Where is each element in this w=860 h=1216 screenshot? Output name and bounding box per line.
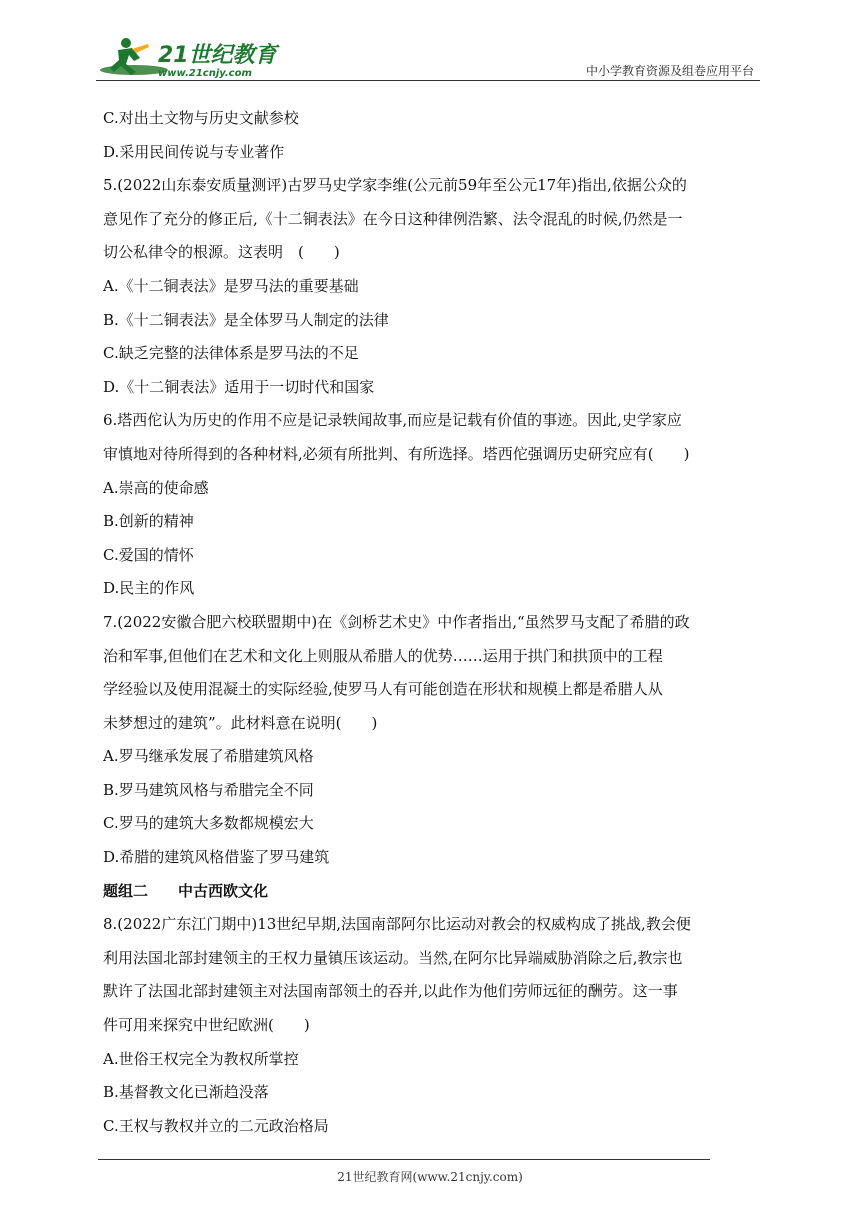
text-line: 未梦想过的建筑”。此材料意在说明( ) [103, 713, 378, 732]
text-line: C.罗马的建筑大多数都规模宏大 [103, 814, 314, 833]
text-line: D.希腊的建筑风格借鉴了罗马建筑 [103, 848, 330, 867]
text-line: 学经验以及使用混凝土的实际经验,使罗马人有可能创造在形状和规模上都是希腊人从 [103, 680, 663, 699]
text-line: 默许了法国北部封建领主对法国南部领土的吞并,以此作为他们劳师远征的酬劳。这一事 [103, 982, 678, 1001]
text-line: 审慎地对待所得到的各种材料,必须有所批判、有所选择。塔西佗强调历史研究应有( ) [103, 444, 690, 463]
page-footer: 21世纪教育网(www.21cnjy.com) [337, 1170, 523, 1184]
text-line: C.王权与教权并立的二元政治格局 [103, 1116, 329, 1135]
svg-text:www.21cnjy.com: www.21cnjy.com [158, 68, 252, 79]
text-line: 件可用来探究中世纪欧洲( ) [103, 1016, 310, 1035]
text-line: C.缺乏完整的法律体系是罗马法的不足 [103, 344, 359, 363]
text-line: C.对出土文物与历史文献参校 [103, 109, 299, 127]
text-line: A.世俗王权完全为教权所掌控 [103, 1049, 299, 1068]
text-line: 8.(2022广东江门期中)13世纪早期,法国南部阿尔比运动对教会的权威构成了挑战,教会便 [103, 915, 691, 934]
site-logo [96, 34, 296, 80]
svg-text:21世纪教育: 21世纪教育 [158, 43, 277, 68]
text-line: 6.塔西佗认为历史的作用不应是记录轶闻故事,而应是记载有价值的事迹。因此,史学家应 [103, 411, 682, 430]
text-line: A.《十二铜表法》是罗马法的重要基础 [103, 276, 359, 295]
header-divider [96, 80, 760, 81]
text-line: 切公私律令的根源。这表明 ( ) [103, 243, 340, 262]
text-line: A.罗马继承发展了希腊建筑风格 [103, 747, 314, 766]
text-line: 5.(2022山东泰安质量测评)古罗马史学家李维(公元前59年至公元17年)指出,依据公众的 [103, 176, 687, 195]
footer-divider [98, 1159, 710, 1160]
text-line: D.民主的作风 [103, 579, 195, 598]
text-line: C.爱国的情怀 [103, 545, 194, 564]
text-line: B.创新的精神 [103, 512, 194, 531]
text-line: 利用法国北部封建领主的王权力量镇压该运动。当然,在阿尔比异端威胁消除之后,教宗也 [103, 948, 683, 967]
text-line: 7.(2022安徽合肥六校联盟期中)在《剑桥艺术史》中作者指出,“虽然罗马支配了希腊的政 [103, 612, 690, 631]
text-line: B.罗马建筑风格与希腊完全不同 [103, 780, 314, 799]
text-line: D.《十二铜表法》适用于一切时代和国家 [103, 377, 375, 396]
text-line: A.崇高的使命感 [103, 478, 209, 497]
text-line: 意见作了充分的修正后,《十二铜表法》在今日这种律例浩繁、法令混乱的时候,仍然是一 [103, 209, 683, 228]
question-content [103, 102, 771, 1143]
section-heading: 题组二 中古西欧文化 [103, 881, 269, 900]
text-line: B.基督教文化已渐趋没落 [103, 1083, 269, 1102]
text-line: D.采用民间传说与专业著作 [103, 142, 285, 161]
text-line: B.《十二铜表法》是全体罗马人制定的法律 [103, 310, 389, 329]
text-line: 治和军事,但他们在艺术和文化上则服从希腊人的优势……运用于拱门和拱顶中的工程 [103, 646, 663, 665]
page-header [96, 34, 760, 82]
platform-name: 中小学教育资源及组卷应用平台 [585, 64, 754, 78]
